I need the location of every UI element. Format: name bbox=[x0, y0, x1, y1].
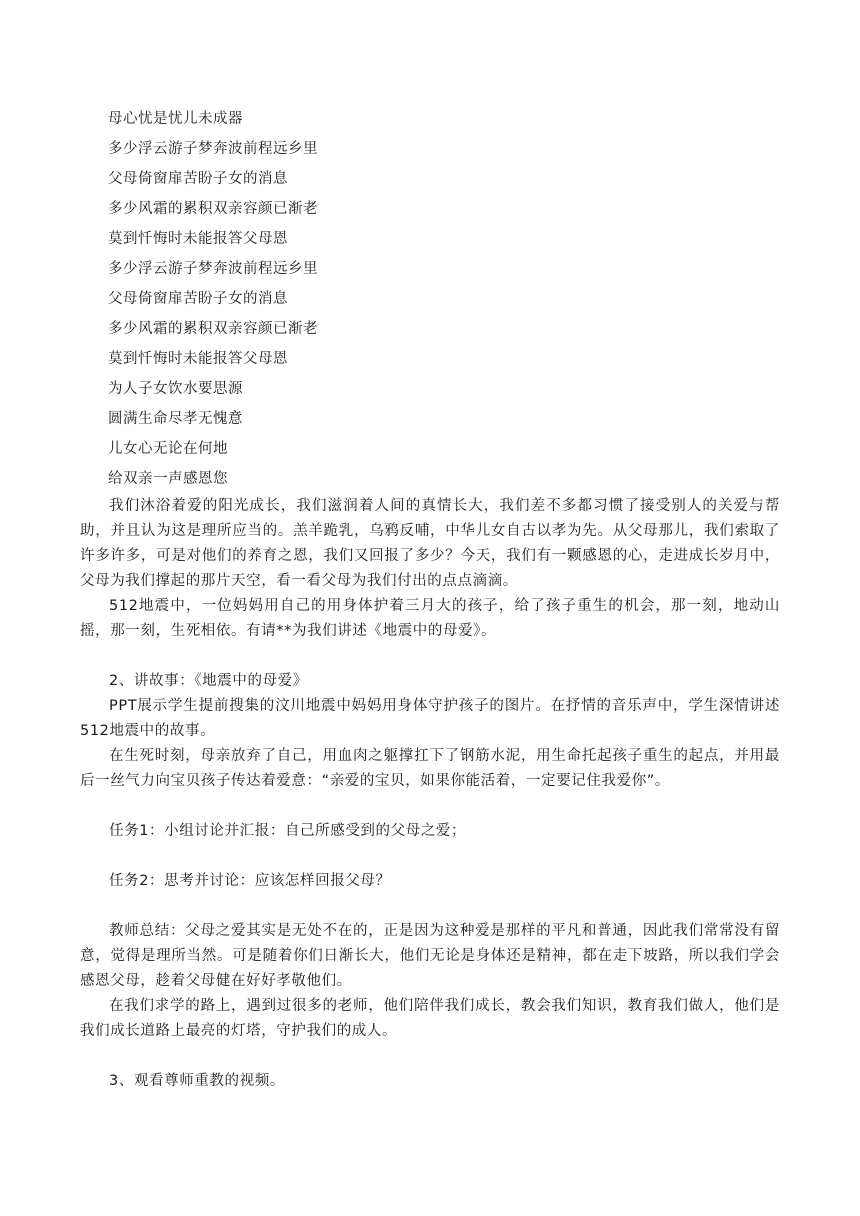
blank-line bbox=[80, 844, 780, 869]
section-3-heading: 3、观看尊师重教的视频。 bbox=[109, 1073, 285, 1089]
poem-line: 多少风霜的累积双亲容颜已渐老 bbox=[108, 201, 318, 217]
poem-line: 圆满生命尽孝无愧意 bbox=[108, 411, 243, 427]
poem-line: 父母倚窗扉苦盼子女的消息 bbox=[108, 291, 288, 307]
poem-line: 多少浮云游子梦奔波前程远乡里 bbox=[108, 141, 318, 157]
poem-line: 莫到忏悔时未能报答父母恩 bbox=[108, 351, 288, 367]
lesson-body bbox=[80, 494, 780, 1094]
intro-paragraph: 我们沐浴着爱的阳光成长，我们滋润着人间的真情长大，我们差不多都习惯了接受别人的关爱与帮助，并且认为这是理所应当的。羔羊跪乳，乌鸦反哺，中华儿女自古以孝为先。从父母那儿，我们索取了许多许多，可是对他们的养育之恩，我们又回报了多少？今天，我们有一颗感恩的心，走进成长岁月中，父母为我们撑起的那片天空，看一看父母为我们付出的点点滴滴。 bbox=[80, 498, 780, 589]
task-2: 任务2：思考并讨论：应该怎样回报父母？ bbox=[109, 873, 391, 889]
poem-line: 父母倚窗扉苦盼子女的消息 bbox=[108, 171, 288, 187]
earthquake-intro-paragraph: 512地震中，一位妈妈用自己的用身体护着三月大的孩子，给了孩子重生的机会，那一刻，地动山摇，那一刻，生死相依。有请**为我们讲述《地震中的母爱》。 bbox=[80, 598, 780, 639]
poem-line: 母心忧是忧儿未成器 bbox=[108, 111, 243, 127]
poem-lyrics bbox=[108, 104, 318, 494]
poem-line: 多少浮云游子梦奔波前程远乡里 bbox=[108, 261, 318, 277]
task-1: 任务1：小组讨论并汇报：自己所感受到的父母之爱； bbox=[109, 823, 467, 839]
section-2-heading: 2、讲故事：《地震中的母爱》 bbox=[109, 673, 308, 689]
poem-line: 儿女心无论在何地 bbox=[108, 441, 228, 457]
poem-line: 为人子女饮水要思源 bbox=[108, 381, 243, 397]
section-2-story-paragraph: 在生死时刻，母亲放弃了自己，用血肉之躯撑扛下了钢筋水泥，用生命托起孩子重生的起点，并用最后一丝气力向宝贝孩子传达着爱意：“亲爱的宝贝，如果你能活着，一定要记住我爱你”。 bbox=[80, 748, 780, 789]
poem-line: 莫到忏悔时未能报答父母恩 bbox=[108, 231, 288, 247]
poem-line: 多少风霜的累积双亲容颜已渐老 bbox=[108, 321, 318, 337]
teachers-paragraph: 在我们求学的路上，遇到过很多的老师，他们陪伴我们成长，教会我们知识，教育我们做人，他们是我们成长道路上最亮的灯塔，守护我们的成人。 bbox=[80, 998, 780, 1039]
section-2-ppt-paragraph: PPT展示学生提前搜集的汶川地震中妈妈用身体守护孩子的图片。在抒情的音乐声中，学生深情讲述512地震中的故事。 bbox=[80, 698, 780, 739]
blank-line bbox=[80, 794, 780, 819]
blank-line bbox=[80, 644, 780, 669]
teacher-summary-paragraph: 教师总结：父母之爱其实是无处不在的，正是因为这种爱是那样的平凡和普通，因此我们常常没有留意，觉得是理所当然。可是随着你们日渐长大，他们无论是身体还是精神，都在走下坡路，所以我们学会感恩父母，趁着父母健在好好孝敬他们。 bbox=[80, 923, 780, 989]
blank-line bbox=[80, 894, 780, 919]
poem-line: 给双亲一声感恩您 bbox=[108, 471, 228, 487]
blank-line bbox=[80, 1044, 780, 1069]
